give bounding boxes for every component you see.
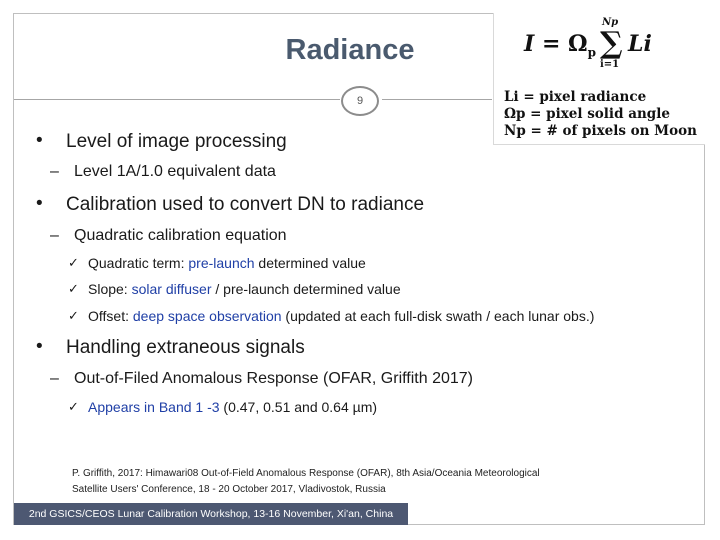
formula-image — [493, 13, 705, 145]
formula-def-radiance: Li = pixel radiance — [504, 89, 647, 105]
slide-title: Radiance — [285, 34, 415, 66]
formula-term: Li — [628, 31, 652, 57]
bullet-dot-icon: • — [36, 336, 43, 357]
summation-symbol: ∑ — [600, 26, 623, 61]
footer-banner: 2nd GSICS/CEOS Lunar Calibration Workshop, 13-16 November, Xi'an, China — [14, 503, 408, 525]
bullet-dot-icon: • — [36, 193, 43, 214]
dash-icon: – — [50, 163, 59, 180]
dash-icon: – — [50, 370, 59, 387]
checkmark-icon: ✓ — [68, 281, 79, 296]
title-rule-right — [382, 99, 492, 100]
checkmark-icon: ✓ — [68, 255, 79, 270]
bullet-dot-icon: • — [36, 130, 43, 151]
page-number-badge: 9 — [341, 86, 379, 116]
formula-def-solid-angle: Ωp = pixel solid angle — [504, 106, 670, 122]
formula-lhs: $I = \Omega_p$ — [524, 31, 597, 60]
formula-def-pixel-count: Np = # of pixels on Moon — [504, 123, 697, 139]
checkmark-icon: ✓ — [68, 399, 79, 414]
formula-sum-upper: Np — [602, 17, 619, 28]
formula-sum-lower: i=1 — [600, 59, 620, 70]
checkmark-icon: ✓ — [68, 308, 79, 323]
reference-citation: P. Griffith, 2017: Himawari08 Out-of-Field Anomalous Response (OFAR), 8th Asia/Oceania Meteorological Satellite Users' Conference, 18 - 20 October 2017, Vladivostok, Russia — [72, 468, 540, 495]
title-rule-left — [14, 99, 340, 100]
dash-icon: – — [50, 227, 59, 244]
